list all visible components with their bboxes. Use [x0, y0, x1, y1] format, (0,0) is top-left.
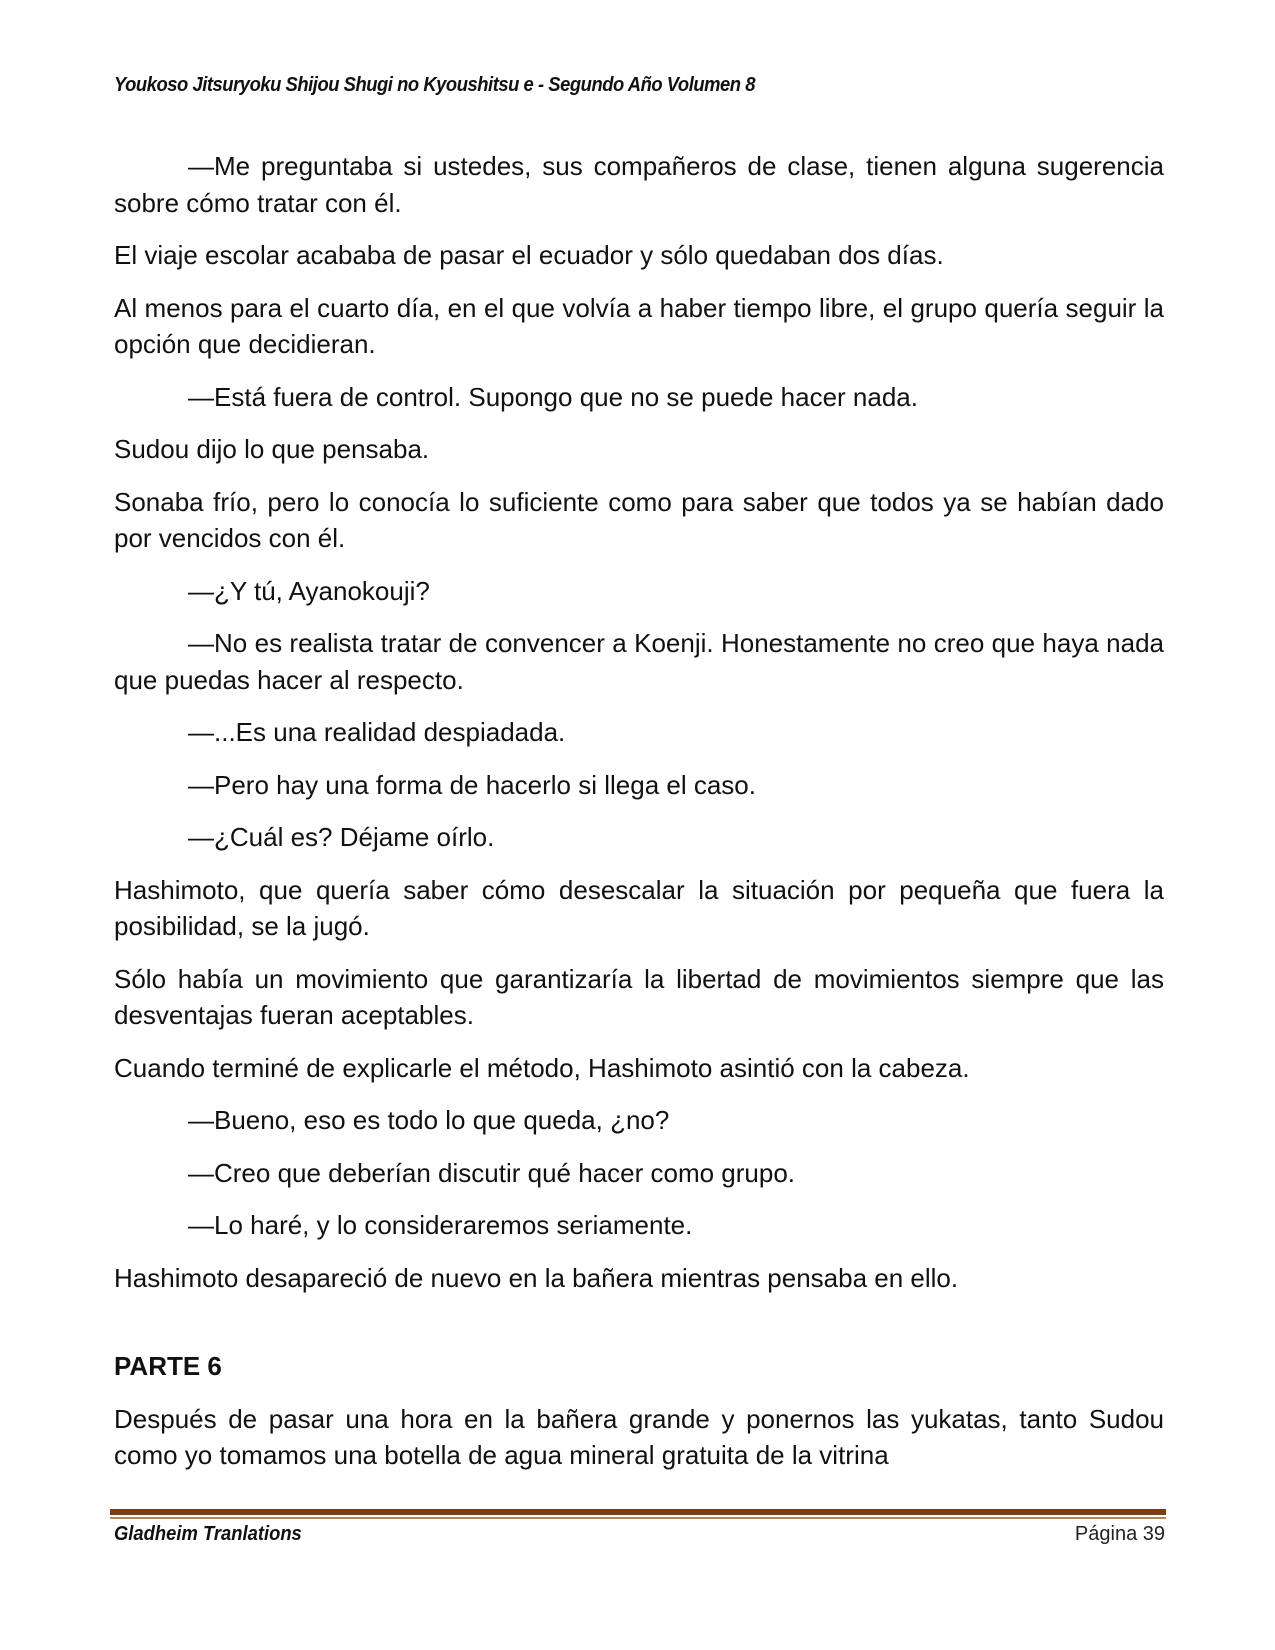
paragraph: Cuando terminé de explicarle el método, Hashimoto asintió con la cabeza. — [114, 1052, 970, 1083]
running-header: Youkoso Jitsuryoku Shijou Shugi no Kyoushitsu e - Segundo Año Volumen 8 — [114, 74, 756, 96]
paragraph: Hashimoto desapareció de nuevo en la bañera mientras pensaba en ello. — [114, 1262, 959, 1293]
paragraph: Después de pasar una hora en la bañera grande y ponernos las yukatas, tanto Sudou como yo tomamos una botella de agua mineral gratuita de la vitrina — [114, 1403, 1164, 1470]
paragraph: Hashimoto, que quería saber cómo desescalar la situación por pequeña que fuera la posibilidad, se la jugó. — [114, 874, 1164, 941]
paragraph: —Lo haré, y lo consideraremos seriamente. — [188, 1210, 693, 1240]
page-body — [114, 148, 1164, 1490]
paragraph: —¿Y tú, Ayanokouji? — [188, 575, 430, 606]
paragraph: —...Es una realidad despiadada. — [188, 717, 566, 747]
paragraph: —Pero hay una forma de hacerlo si llega el caso. — [188, 769, 756, 800]
footer-credit: Gladheim Tranlations — [114, 1523, 302, 1545]
footer-divider — [110, 1509, 1166, 1519]
paragraph: Sudou dijo lo que pensaba. — [114, 434, 430, 464]
section-heading: PARTE 6 — [114, 1351, 222, 1381]
paragraph: —No es realista tratar de convencer a Koenji. Honestamente no creo que haya nada que puedas hacer al respecto. — [114, 628, 1164, 695]
paragraph: —Creo que deberían discutir qué hacer como grupo. — [188, 1157, 796, 1188]
paragraph: Sonaba frío, pero lo conocía lo suficiente como para saber que todos ya se habían dado por vencidos con él. — [114, 486, 1164, 553]
page-number: Página 39 — [1074, 1523, 1165, 1545]
paragraph: Al menos para el cuarto día, en el que volvía a haber tiempo libre, el grupo quería seguir la opción que decidieran. — [114, 292, 1164, 359]
paragraph: El viaje escolar acababa de pasar el ecuador y sólo quedaban dos días. — [114, 240, 944, 270]
paragraph: —¿Cuál es? Déjame oírlo. — [188, 822, 495, 852]
paragraph: —Está fuera de control. Supongo que no se puede hacer nada. — [188, 381, 918, 412]
paragraph: —Bueno, eso es todo lo que queda, ¿no? — [188, 1105, 670, 1135]
paragraph: —Me preguntaba si ustedes, sus compañeros de clase, tienen alguna sugerencia sobre cómo tratar con él. — [114, 151, 1164, 218]
paragraph: Sólo había un movimiento que garantizaría la libertad de movimientos siempre que las desventajas fueran aceptables. — [114, 963, 1164, 1030]
